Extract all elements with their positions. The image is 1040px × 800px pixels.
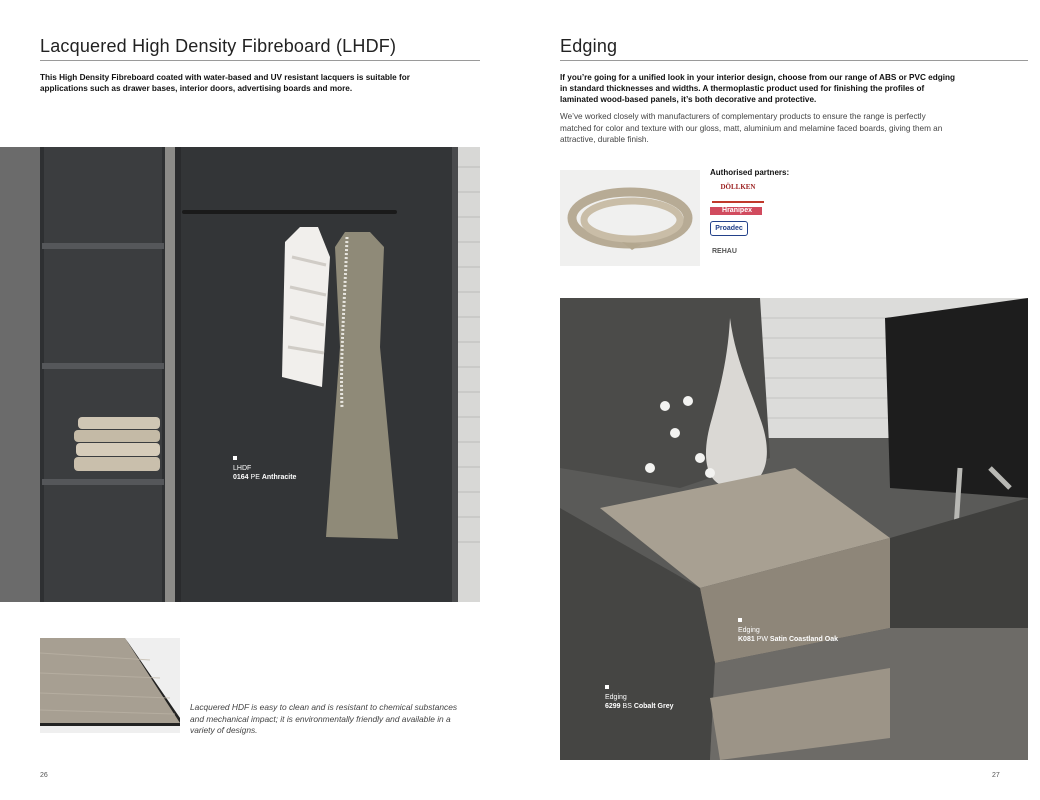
title-rule (40, 60, 480, 61)
rehau-logo (712, 248, 737, 255)
dollken-logo-text: DÖLLKEN (720, 183, 756, 191)
label-type: LHDF (233, 465, 252, 472)
hdf-sample-photo (40, 638, 180, 733)
label-code: 6299 (605, 703, 621, 710)
partners-title: Authorised partners: (710, 168, 790, 177)
oak-label (738, 618, 838, 644)
intro-text: This High Density Fibreboard coated with water-based and UV resistant lacquers is suitable for applications such as drawer bases, interior doors, advertising boards and more. (40, 73, 410, 93)
hranipex-logo-text: Hranipex (722, 207, 752, 214)
hranipex-logo (710, 207, 762, 215)
edging-roll-photo (560, 170, 700, 266)
hdf-caption: Lacquered HDF is easy to clean and is resistant to chemical substances and mechanical impact; it is environmentally friendly and available in a variety of designs. (190, 702, 458, 735)
label-marker (738, 618, 742, 622)
page-number-left: 26 (40, 772, 48, 779)
label-code: 0164 (233, 474, 249, 481)
label-color-name: Satin Coastland Oak (769, 636, 838, 643)
label-marker (605, 685, 609, 689)
label-finish: PE (250, 474, 260, 481)
page-title-edging: Edging (560, 36, 618, 56)
title-rule-right (560, 60, 1028, 61)
page-number-right: 27 (992, 772, 1000, 779)
proadec-logo-text: Proadec (715, 225, 743, 232)
label-finish: BS (622, 703, 632, 710)
rehau-logo-text: REHAU (712, 248, 737, 255)
page-title-lhdf: Lacquered High Density Fibreboard (LHDF) (40, 36, 397, 56)
label-code: K081 (738, 636, 755, 643)
wardrobe-photo (0, 147, 480, 602)
label-marker (233, 456, 237, 460)
label-finish: PW (756, 636, 768, 643)
label-color-name: Anthracite (261, 474, 297, 481)
edging-body: We’ve worked closely with manufacturers of complementary products to ensure the range is perfectly matched for color and texture with our gloss, matt, aluminium and melamine faced boards, giving them an attractive, durable finish. (560, 112, 943, 144)
grey-label (605, 685, 674, 711)
label-type: Edging (738, 627, 760, 634)
dollken-logo (712, 183, 764, 203)
lhdf-label (233, 456, 296, 482)
edging-intro: If you’re going for a unified look in your interior design, choose from our range of ABS or PVC edging in standard thicknesses and widths. A thermoplastic product used for finishing the profiles of laminated wood-based panels, it’s both decorative and protective. (560, 73, 955, 104)
label-color-name: Cobalt Grey (633, 703, 674, 710)
proadec-logo (710, 221, 748, 236)
label-type: Edging (605, 694, 627, 701)
